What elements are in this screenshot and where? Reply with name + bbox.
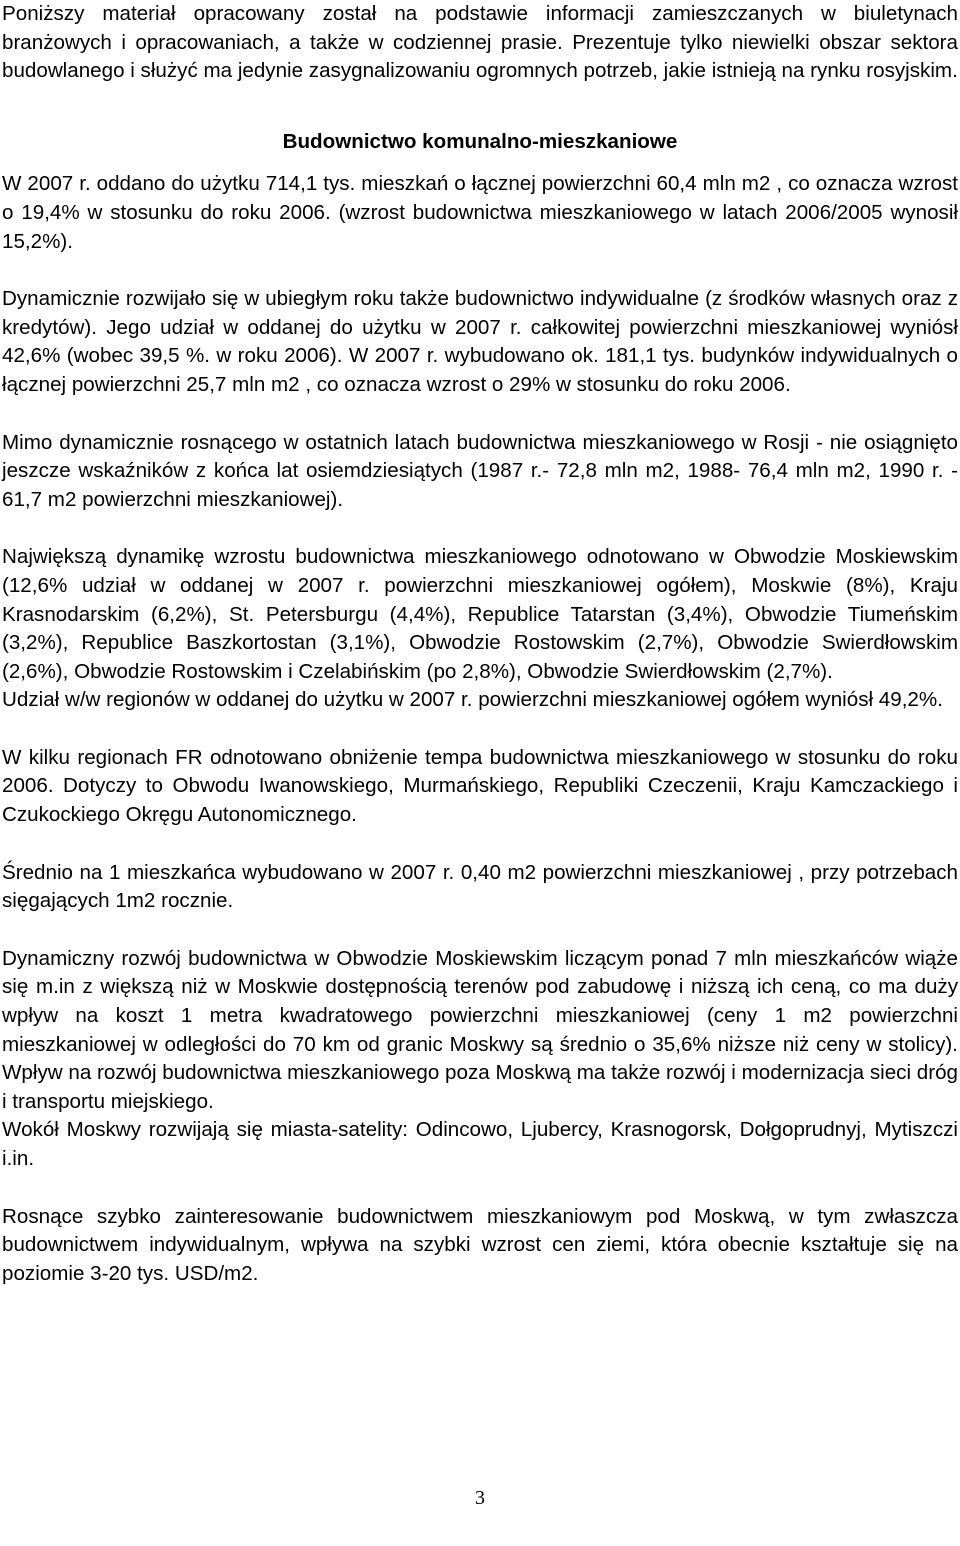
intro-paragraph: Poniższy materiał opracowany został na podstawie informacji zamieszczanych w biuletynach branżowych i opracowaniach, a także w codziennej prasie. Prezentuje tylko niewielki obszar sektora budowlanego i służyć ma jedynie zasygnalizowaniu ogromnych potrzeb, jakie istnieją na rynku rosyjskim. [2, 2, 958, 83]
page-number: 3 [475, 1487, 485, 1509]
paragraph-3: Mimo dynamicznie rosnącego w ostatnich latach budownictwa mieszkaniowego w Rosji - nie osiągnięto jeszcze wskaźników z końca lat osiemdziesiątych (1987 r.- 72,8 mln m2, 1988- 76,4 mln m2, 1990 r. - 61,7 m2 powierzchni mieszkaniowej). [2, 430, 958, 511]
section-heading: Budownictwo komunalno-mieszkaniowe [282, 129, 678, 153]
paragraph-4: Największą dynamikę wzrostu budownictwa mieszkaniowego odnotowano w Obwodzie Moskiewskim (12,6% udział w oddanej w 2007 r. powierzchni mieszkaniowej ogółem), Moskwie (8%), Kraju Krasnodarskim (6,2%), St. Petersburgu (4,4%), Republice Tatarstan (3,4%), Obwodzie Tiumeńskim (3,2%), Republice Baszkortostan (3,1%), Obwodzie Rostowskim (2,7%), Obwodzie Swierdłowskim (2,6%), Obwodzie Rostowskim i Czelabińskim (po 2,8%), Obwodzie Swierdłowskim (2,7%). [2, 545, 958, 683]
paragraph-9: Wokół Moskwy rozwijają się miasta-satelity: Odincowo, Ljubercy, Krasnogorsk, Dołgoprudnyj, Mytiszczi i.in. [2, 1118, 958, 1170]
paragraph-6: W kilku regionach FR odnotowano obniżenie tempa budownictwa mieszkaniowego w stosunku do roku 2006. Dotyczy to Obwodu Iwanowskiego, Murmańskiego, Republiki Czeczenii, Kraju Kamczackiego i Czukockiego Okręgu Autonomicznego. [2, 745, 958, 827]
paragraph-7: Średnio na 1 mieszkańca wybudowano w 2007 r. 0,40 m2 powierzchni mieszkaniowej , przy potrzebach sięgających 1m2 rocznie. [2, 860, 958, 913]
paragraph-10: Rosnące szybko zainteresowanie budownictwem mieszkaniowym pod Moskwą, w tym zwłaszcza budownictwem indywidualnym, wpływa na szybki wzrost cen ziemi, która obecnie kształtuje się na poziomie 3-20 tys. USD/m2. [2, 1204, 958, 1285]
paragraph-2: Dynamicznie rozwijało się w ubiegłym roku także budownictwo indywidualne (z środków własnych oraz z kredytów). Jego udział w oddanej do użytku w 2007 r. całkowitej powierzchni mieszkaniowej wyniósł 42,6% (wobec 39,5 %. w roku 2006). W 2007 r. wybudowano ok. 181,1 tys. budynków indywidualnych o łącznej powierzchni 25,7 mln m2 , co oznacza wzrost o 29% w stosunku do roku 2006. [2, 287, 958, 396]
paragraph-8: Dynamiczny rozwój budownictwa w Obwodzie Moskiewskim liczącym ponad 7 mln mieszkańców wiąże się m.in z większą niż w Moskwie dostępnością terenów pod zabudowę i niższą ich ceną, co ma duży wpływ na koszt 1 metra kwadratowego powierzchni mieszkaniowej (ceny 1 m2 powierzchni mieszkaniowej w odległości do 70 km od granic Moskwy są średnio o 35,6% niższe niż ceny w stolicy). Wpływ na rozwój budownictwa mieszkaniowego poza Moskwą ma także rozwój i modernizacja sieci dróg i transportu miejskiego. [2, 946, 958, 1113]
document-page [2, 0, 958, 1288]
paragraph-5: Udział w/w regionów w oddanej do użytku w 2007 r. powierzchni mieszkaniowej ogółem wyniósł 49,2%. [2, 688, 943, 712]
paragraph-1: W 2007 r. oddano do użytku 714,1 tys. mieszkań o łącznej powierzchni 60,4 mln m2 , co oznacza wzrost o 19,4% w stosunku do roku 2006. (wzrost budownictwa mieszkaniowego w latach 2006/2005 wynosił 15,2%). [2, 172, 958, 253]
